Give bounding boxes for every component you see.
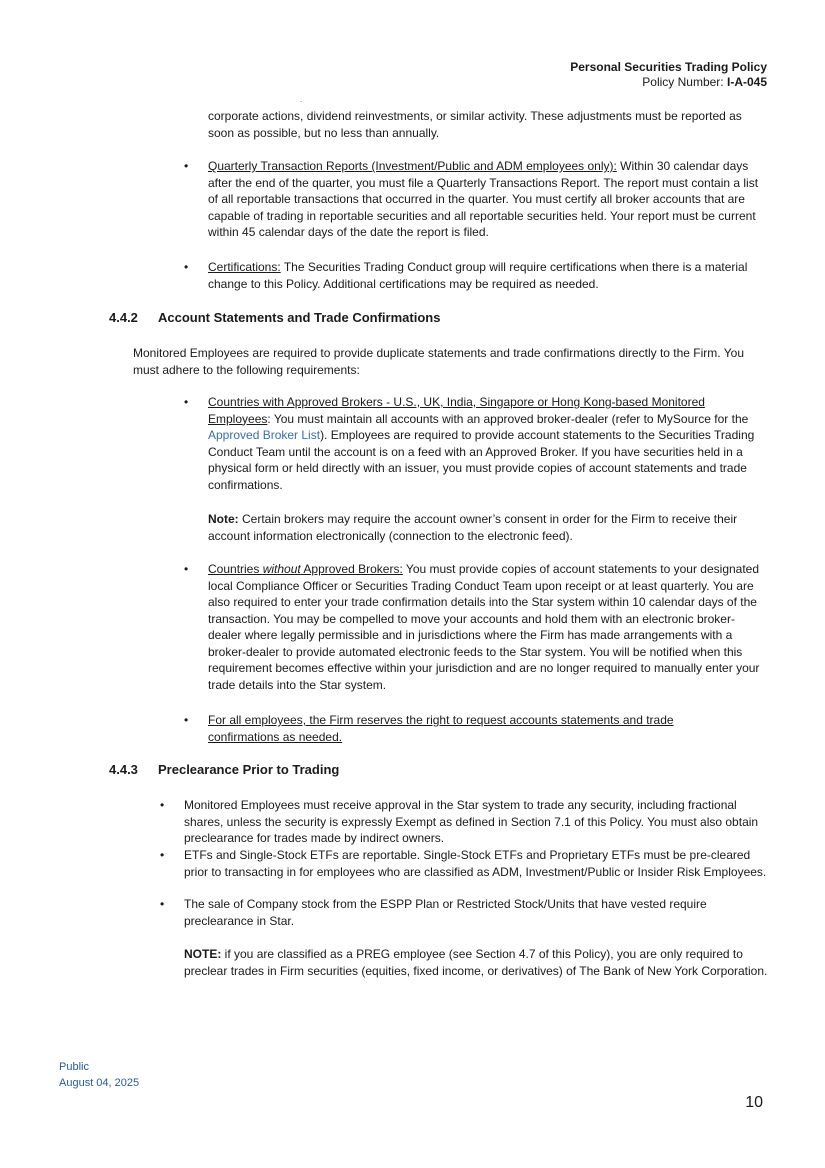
- classification-label: Public: [59, 1061, 89, 1073]
- policy-title: Personal Securities Trading Policy: [570, 60, 767, 74]
- quarterly-reports-item: [208, 158, 768, 241]
- policy-number-line: [570, 75, 767, 90]
- bullet-marker: •: [160, 798, 165, 812]
- page-header: [570, 60, 767, 90]
- certifications-label: Certifications:: [208, 260, 281, 274]
- document-date: August 04, 2025: [59, 1077, 140, 1089]
- note-text: if you are classified as a PREG employee (see Section 4.7 of this Policy), you are only required to preclear trades in Firm securities (equities, fixed income, or derivatives) of The Bank of New York Corporation.: [184, 947, 768, 978]
- section-heading-4-4-3: [109, 762, 339, 777]
- bullet-marker: •: [160, 848, 165, 862]
- bullet-marker: •: [160, 897, 165, 911]
- bullet-marker: •: [184, 562, 189, 576]
- note-label: NOTE:: [184, 947, 222, 961]
- label-part: Countries: [208, 562, 263, 576]
- intro-continuation: corporate actions, dividend reinvestments, or similar activity. These adjustments must be reported as soon as possible, but no less than annually.: [208, 109, 742, 140]
- section-title: Account Statements and Trade Confirmations: [158, 310, 441, 325]
- certifications-item: [208, 259, 768, 292]
- bullet-marker: •: [184, 395, 189, 409]
- bullet-marker: •: [184, 260, 189, 274]
- preg-note: [184, 946, 768, 979]
- no-approved-brokers-text: You must provide copies of account statements to your designated local Compliance Officer or Securities Trading Conduct Team upon receipt or at least quarterly. You are also required to enter your trade confirmation details into the Star system within 10 calendar days of the transaction. You may be compelled to move your accounts and hold them with an electronic broker-dealer where legally permissible and in jurisdictions where the Firm has made arrangements with a broker-dealer to provide automated electronic feeds to the Star system. You will be notified when this requirement becomes effective within your jurisdiction and are no longer required to manually enter your trade details into the Star system.: [208, 562, 760, 692]
- preclearance-item: Monitored Employees must receive approval in the Star system to trade any security, including fractional shares, unless the security is expressly Exempt as defined in Section 7.1 of this Policy. You must also obtain preclearance for trades made by indirect owners.: [184, 798, 759, 845]
- no-approved-brokers-item: [208, 561, 768, 693]
- quarterly-reports-label: Quarterly Transaction Reports (Investment/Public and ADM employees only):: [208, 159, 617, 173]
- label-emphasis: without: [262, 562, 301, 576]
- section-number: 4.4.2: [109, 310, 138, 325]
- policy-number: I-A-045: [726, 75, 767, 89]
- note-label: Note:: [208, 512, 239, 526]
- page-footer: [59, 1059, 139, 1091]
- section-heading-4-4-2: [109, 310, 440, 325]
- bullet-marker: •: [184, 713, 189, 727]
- approved-brokers-text-b: ). Employees are required to provide account statements to the Securities Trading Conduct Team until the account is on a feed with an Approved Broker. If you have securities held in a physical form or held directly with an issuer, you must provide copies of account statements and trade confirmations.: [208, 428, 755, 492]
- section-4-4-2-intro: Monitored Employees are required to provide duplicate statements and trade confirmations directly to the Firm. You must adhere to the following requirements:: [133, 346, 744, 377]
- espp-item: The sale of Company stock from the ESPP Plan or Restricted Stock/Units that have vested require preclearance in Star.: [184, 897, 707, 928]
- page-number: 10: [745, 1094, 763, 1111]
- approved-brokers-label: Countries with Approved Brokers - U.S., UK, India, Singapore or Hong Kong-based Monitored Employees: [208, 395, 705, 426]
- all-employees-item: [208, 712, 708, 745]
- label-part: Approved Brokers:: [300, 562, 403, 576]
- approved-brokers-note: [208, 511, 768, 544]
- stray-dot: .: [300, 95, 303, 104]
- all-employees-text: For all employees, the Firm reserves the right to request accounts statements and trade confirmations as needed.: [208, 713, 674, 744]
- section-title: Preclearance Prior to Trading: [158, 762, 340, 777]
- certifications-text: The Securities Trading Conduct group will require certifications when there is a material change to this Policy. Additional certifications may be required as needed.: [208, 260, 748, 291]
- approved-broker-list-link[interactable]: Approved Broker List: [208, 428, 321, 442]
- bullet-marker: •: [184, 159, 189, 173]
- note-text: Certain brokers may require the account owner’s consent in order for the Firm to receive their account information electronically (connection to the electronic feed).: [208, 512, 738, 543]
- section-number: 4.4.3: [109, 762, 138, 777]
- policy-number-label: Policy Number:: [642, 75, 727, 89]
- quarterly-reports-text: Within 30 calendar days after the end of the quarter, you must file a Quarterly Transactions Report. The report must contain a list of all reportable transactions that occurred in the quarter. You must certify all broker accounts that are capable of trading in reportable securities and all reportable securities held. Your report must be current within 45 calendar days of the date the report is filed.: [208, 159, 759, 239]
- no-approved-brokers-label: [208, 562, 403, 576]
- etf-item: ETFs and Single-Stock ETFs are reportable. Single-Stock ETFs and Proprietary ETFs must be pre-cleared prior to transacting in for employees who are classified as ADM, Investment/Public or Insider Risk Employees.: [184, 848, 767, 879]
- approved-brokers-text-a: : You must maintain all accounts with an approved broker-dealer (refer to MySource for the: [267, 411, 749, 426]
- approved-brokers-item: [208, 394, 768, 493]
